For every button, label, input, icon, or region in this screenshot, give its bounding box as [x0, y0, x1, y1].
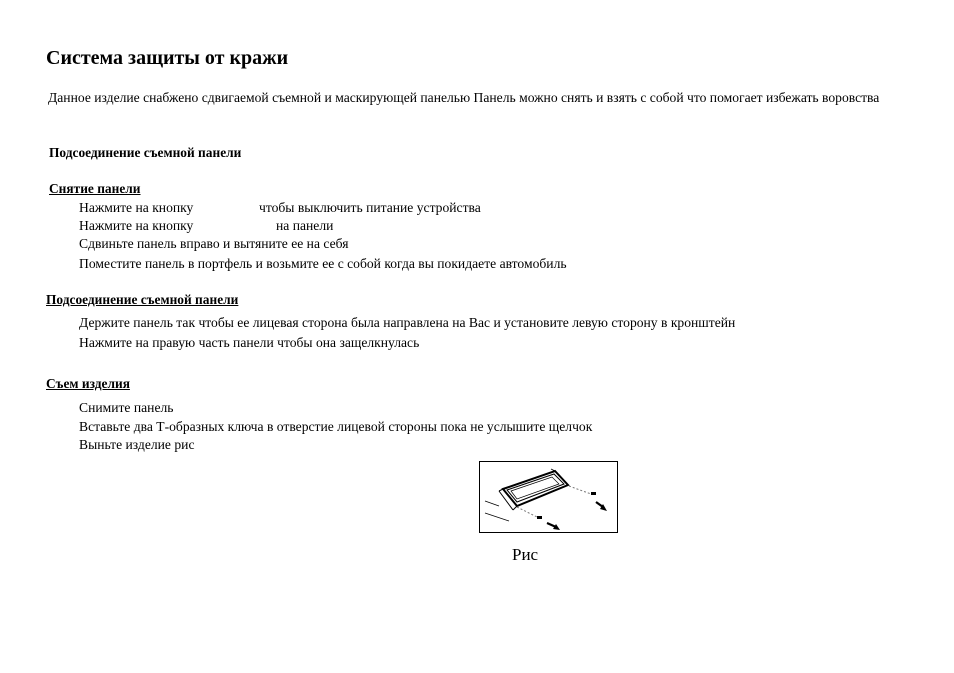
list-item: Выньте изделие рис — [79, 437, 195, 452]
section-heading-attach-panel: Подсоединение съемной панели — [46, 292, 239, 307]
section-heading-device-removal: Съем изделия — [46, 376, 130, 391]
section-heading-remove-panel: Снятие панели — [49, 181, 141, 196]
list-item: Сдвиньте панель вправо и вытяните ее на себя — [79, 236, 349, 251]
page-title: Система защиты от кражи — [46, 47, 289, 69]
car-stereo-removal-illustration — [479, 461, 618, 533]
list-item-continuation: на панели — [276, 218, 334, 233]
list-item: Нажмите на правую часть панели чтобы она защелкнулась — [79, 335, 420, 350]
list-item: Поместите панель в портфель и возьмите ее с собой когда вы покидаете автомобиль — [79, 256, 567, 271]
list-item: Вставьте два Т-образных ключа в отверстие лицевой стороны пока не услышите щелчок — [79, 419, 593, 434]
intro-paragraph: Данное изделие снабжено сдвигаемой съемной и маскирующей панелью Панель можно снять и взять с собой что помогает избежать воровства — [48, 90, 880, 105]
list-item-continuation: чтобы выключить питание устройства — [259, 200, 481, 215]
section-heading-connect: Подсоединение съемной панели — [49, 145, 242, 160]
list-item: Нажмите на кнопку — [79, 218, 194, 233]
list-item: Держите панель так чтобы ее лицевая сторона была направлена на Вас и установите левую сторону в кронштейн — [79, 315, 736, 330]
list-item: Нажмите на кнопку — [79, 200, 194, 215]
figure-caption: Рис — [512, 545, 539, 564]
list-item: Снимите панель — [79, 400, 174, 415]
